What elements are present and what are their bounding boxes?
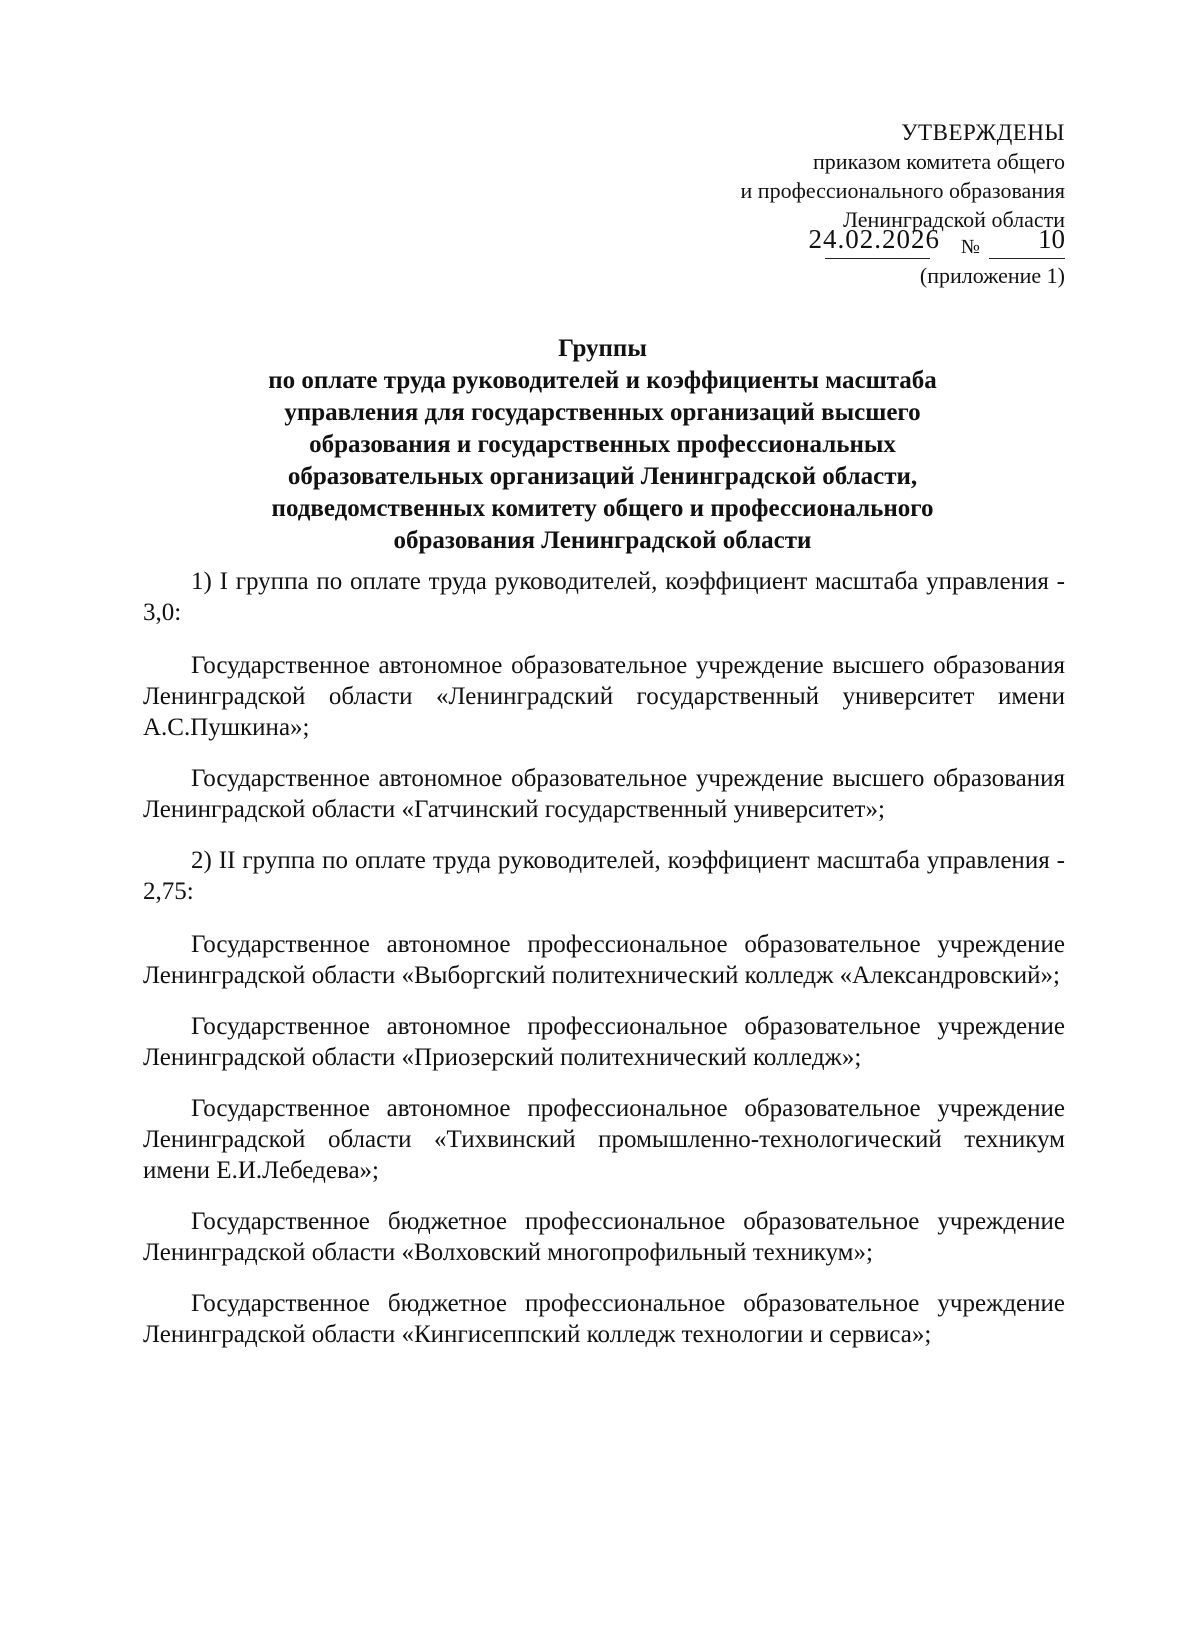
document-title	[140, 333, 1065, 557]
title-line: подведомственных комитету общего и профессионального	[271, 495, 934, 522]
approval-committee-line: и профессионального образования	[740, 178, 1065, 203]
approval-region-line: Ленинградской области	[843, 207, 1065, 232]
title-line: управления для государственных организаций высшего	[284, 399, 921, 426]
title-line: образовательных организаций Ленинградской области,	[287, 463, 918, 490]
number-sign: №	[960, 236, 980, 258]
order-date-number	[645, 225, 1065, 259]
organization-item: Государственное автономное образовательное учреждение высшего образования Ленинградской области «Ленинградский государственный университет имени А.С.Пушкина»;	[143, 652, 1065, 741]
number-underline	[989, 258, 1065, 259]
appendix-label: (приложение 1)	[919, 263, 1065, 288]
document-body	[143, 566, 1065, 1370]
organization-item: Государственное автономное профессиональное образовательное учреждение Ленинградской области «Приозерский политехнический колледж»;	[143, 1013, 1065, 1071]
approved-heading: УТВЕРЖДЕНЫ	[901, 120, 1065, 145]
approval-order-line: приказом комитета общего	[813, 149, 1065, 174]
title-line: Группы	[558, 335, 647, 362]
title-line: образования Ленинградской области	[393, 527, 812, 554]
date-underline	[825, 258, 930, 259]
group-2-heading: 2) II группа по оплате труда руководителей, коэффициент масштаба управления - 2,75:	[143, 847, 1065, 905]
title-line: по оплате труда руководителей и коэффициенты масштаба	[268, 367, 937, 394]
title-line: образования и государственных профессиональных	[309, 431, 896, 458]
organization-item: Государственное автономное профессиональное образовательное учреждение Ленинградской области «Выборгский политехнический колледж «Александровский»;	[143, 931, 1065, 989]
order-number: 10	[1038, 224, 1065, 254]
organization-item: Государственное автономное профессиональное образовательное учреждение Ленинградской области «Тихвинский промышленно-технологический техникум имени Е.И.Лебедева»;	[143, 1095, 1065, 1184]
order-date: 24.02.2026	[808, 224, 940, 254]
organization-item: Государственное бюджетное профессиональное образовательное учреждение Ленинградской области «Волховский многопрофильный техникум»;	[143, 1208, 1065, 1266]
organization-item: Государственное автономное образовательное учреждение высшего образования Ленинградской области «Гатчинский государственный университет»;	[143, 765, 1065, 823]
organization-item: Государственное бюджетное профессиональное образовательное учреждение Ленинградской области «Кингисеппский колледж технологии и сервиса»;	[143, 1290, 1065, 1348]
group-1-heading: 1) I группа по оплате труда руководителей, коэффициент масштаба управления - 3,0:	[143, 568, 1065, 626]
approval-block	[645, 118, 1065, 290]
